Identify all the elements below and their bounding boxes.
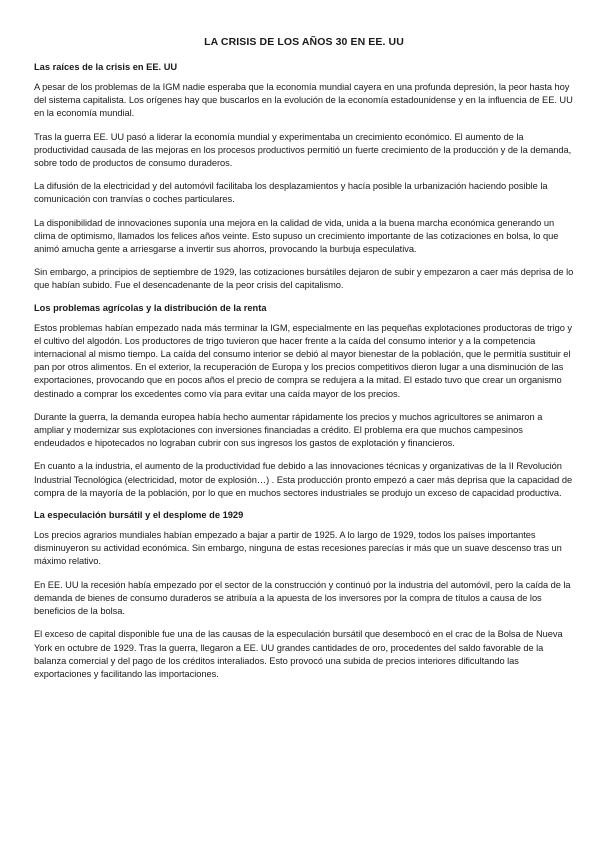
paragraph: Durante la guerra, la demanda europea había hecho aumentar rápidamente los precios y muchos agricultores se animaron a ampliar y modernizar sus explotaciones con inversiones financiadas a crédito. El problema era que muchos campesinos endeudados e hipotecados no lograban cubrir con sus ingresos los gastos de explotación y financieros.: [34, 411, 543, 449]
paragraph: La difusión de la electricidad y del automóvil facilitaba los desplazamientos y hacía posible la urbanización haciendo posible la comunicación con tranvías o coches particulares.: [34, 181, 548, 205]
paragraph: La disponibilidad de innovaciones suponía una mejora en la calidad de vida, unida a la buena marcha económica generando un clima de optimismo, llamados los felices años veinte. Esto supuso un crecimiento importante de las cotizaciones en bolsa, lo que animó amucha gente a arriesgarse a invertir sus ahorros, provocando la burbuja especulativa.: [34, 217, 559, 255]
paragraph: En cuanto a la industria, el aumento de la productividad fue debido a las innovaciones técnicas y organizativas de la II Revolución Industrial Tecnológica (electricidad, motor de explosión…) . Esta producción pronto empezó a caer más deprisa que la capacidad de compra de la mayoría de la población, por lo que en muchos sectores industriales se produjo un exceso de capacidad productiva.: [34, 461, 573, 498]
paragraph: El exceso de capital disponible fue una de las causas de la especulación bursátil que desembocó en el crac de la Bolsa de Nueva York en octubre de 1929. Tras la guerra, llegaron a EE. UU grandes cantidades de oro, procedentes del saldo favorable de la balanza comercial y del pago de los créditos interaliados. Esto provocó una subida de precios interiores dificultando las exportaciones y facilitando las importaciones.: [34, 629, 563, 679]
paragraph: En EE. UU la recesión había empezado por el sector de la construcción y continuó por la industria del automóvil, pero la caída de la demanda de bienes de consumo duraderos se atribuía a la apuesta de los inversores por la compra de títulos a causa de los beneficios de la bolsa.: [34, 579, 571, 617]
paragraph: Tras la guerra EE. UU pasó a liderar la economía mundial y experimentaba un crecimiento económico. El aumento de la productividad causada de las mejoras en los procesos productivos permitió un fuerte crecimiento de la producción y de la demanda, sobre todo de productos de consumo duraderos.: [34, 131, 572, 169]
section-heading: La especulación bursátil y el desplome de 1929: [34, 510, 244, 521]
paragraph: Sin embargo, a principios de septiembre de 1929, las cotizaciones bursátiles dejaron de subir y empezaron a caer más deprisa de lo que habían subido. Fue el desencadenante de la peor crisis del capitalismo.: [34, 267, 574, 291]
section-heading: Los problemas agrícolas y la distribución de la renta: [34, 302, 267, 313]
document-title: LA CRISIS DE LOS AÑOS 30 EN EE. UU: [204, 36, 404, 48]
paragraph: Los precios agrarios mundiales habían empezado a bajar a partir de 1925. A lo largo de 1929, todos los países importantes disminuyeron su actividad económica. Sin embargo, ninguna de estas recesiones parecías ir más que un suave descenso tras un máximo relativo.: [34, 530, 562, 567]
paragraph: Estos problemas habían empezado nada más terminar la IGM, especialmente en las pequeñas explotaciones productoras de trigo y el cultivo del algodón. Los productores de trigo tuvieron que hacer frente a la caída del consumo interior y a la competencia internacional al mismo tiempo. La caída del consumo interior se debió al mayor bienestar de la población, que le permitía sustituir el pan por otros alimentos. En el exterior, la recuperación de Europa y los precios competitivos dieron lugar a una disminución de las exportaciones, provocando que en pocos años el precio de compra se redujera a la mitad. El estado tuvo que crear un organismo destinado a comprar los excedentes como vía para evitar una caída mayor de los precios.: [34, 322, 572, 399]
paragraph: A pesar de los problemas de la IGM nadie esperaba que la economía mundial cayera en una profunda depresión, la peor hasta hoy del sistema capitalista. Los orígenes hay que buscarlos en la evolución de la economía estadounidense y en la influencia de EE. UU en la economía mundial.: [34, 82, 573, 119]
section-heading: Las raíces de la crisis en EE. UU: [34, 62, 178, 72]
